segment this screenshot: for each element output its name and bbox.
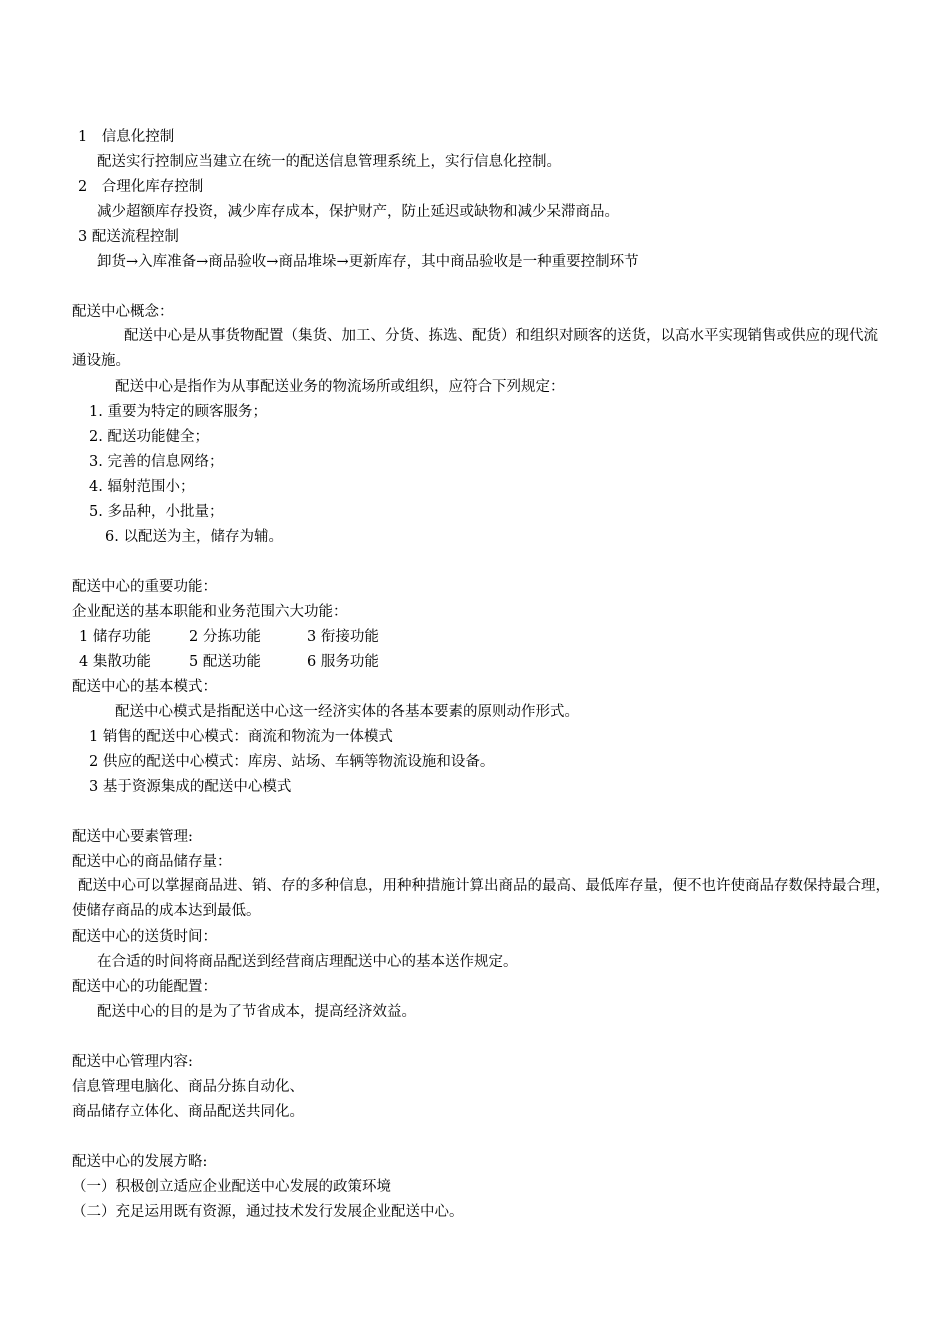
functions-intro: 企业配送的基本职能和业务范围六大功能：	[72, 604, 348, 620]
function-item: 1 储存功能	[79, 629, 151, 645]
strategy-heading: 配送中心的发展方略:	[72, 1154, 208, 1170]
modes-description: 配送中心模式是指配送中心这一经济实体的各基本要素的原则动作形式。	[115, 704, 579, 720]
control-item-1-title: 1 信息化控制	[78, 129, 175, 145]
control-item-3-text: 卸货→入库准备→商品验收→商品堆垛→更新库存，其中商品验收是一种重要控制环节	[97, 254, 639, 270]
control-item-3-title: 3 配送流程控制	[78, 229, 179, 245]
management-line-2: 商品储存立体化、商品配送共同化。	[72, 1104, 304, 1120]
concept-paragraph-1: 配送中心是从事货物配置（集货、加工、分货、拣选、配货）和组织对顾客的送货，以高水平实现销售或供应的现代流通设施。	[72, 328, 878, 369]
storage-text: 配送中心可以掌握商品进、销、存的多种信息，用种种措施计算出商品的最高、最低库存量，便不也许使商品存数保持最合理，使储存商品的成本达到最低。	[72, 878, 890, 919]
function-item: 4 集散功能	[79, 654, 151, 670]
concept-rule-5: 5. 多品种，小批量；	[89, 504, 224, 520]
mode-item-1: 1 销售的配送中心模式：商流和物流为一体模式	[89, 729, 393, 745]
modes-heading: 配送中心的基本模式：	[72, 679, 217, 695]
function-item: 2 分拣功能	[189, 629, 261, 645]
concept-heading: 配送中心概念：	[72, 304, 174, 320]
strategy-item-2: （二）充足运用既有资源，通过技术发行发展企业配送中心。	[72, 1204, 464, 1220]
function-item: 5 配送功能	[189, 654, 261, 670]
control-item-2-title: 2 合理化库存控制	[78, 179, 204, 195]
concept-rule-6: 6. 以配送为主，储存为辅。	[105, 529, 283, 545]
concept-rule-2: 2. 配送功能健全；	[89, 429, 209, 445]
function-config-heading: 配送中心的功能配置：	[72, 979, 217, 995]
management-line-1: 信息管理电脑化、商品分拣自动化、	[72, 1079, 304, 1095]
concept-rule-1: 1. 重要为特定的顾客服务；	[89, 404, 267, 420]
concept-rule-4: 4. 辐射范围小；	[89, 479, 195, 495]
function-config-text: 配送中心的目的是为了节省成本，提高经济效益。	[97, 1004, 416, 1020]
concept-rule-3: 3. 完善的信息网络；	[89, 454, 224, 470]
delivery-time-text: 在合适的时间将商品配送到经营商店理配送中心的基本送作规定。	[97, 954, 518, 970]
mode-item-3: 3 基于资源集成的配送中心模式	[89, 779, 292, 795]
mode-item-2: 2 供应的配送中心模式：库房、站场、车辆等物流设施和设备。	[89, 754, 495, 770]
function-item: 3 衔接功能	[307, 629, 379, 645]
function-item: 6 服务功能	[307, 654, 379, 670]
functions-heading: 配送中心的重要功能：	[72, 579, 217, 595]
strategy-item-1: （一）积极创立适应企业配送中心发展的政策环境	[72, 1179, 391, 1195]
management-heading: 配送中心管理内容:	[72, 1054, 193, 1070]
elements-heading: 配送中心要素管理:	[72, 829, 193, 845]
control-item-1-text: 配送实行控制应当建立在统一的配送信息管理系统上，实行信息化控制。	[97, 154, 561, 170]
concept-paragraph-2: 配送中心是指作为从事配送业务的物流场所或组织，应符合下列规定：	[115, 379, 565, 395]
control-item-2-text: 减少超额库存投资，减少库存成本，保护财产，防止延迟或缺物和减少呆滞商品。	[97, 204, 619, 220]
delivery-time-heading: 配送中心的送货时间：	[72, 929, 217, 945]
storage-heading: 配送中心的商品储存量：	[72, 854, 232, 870]
